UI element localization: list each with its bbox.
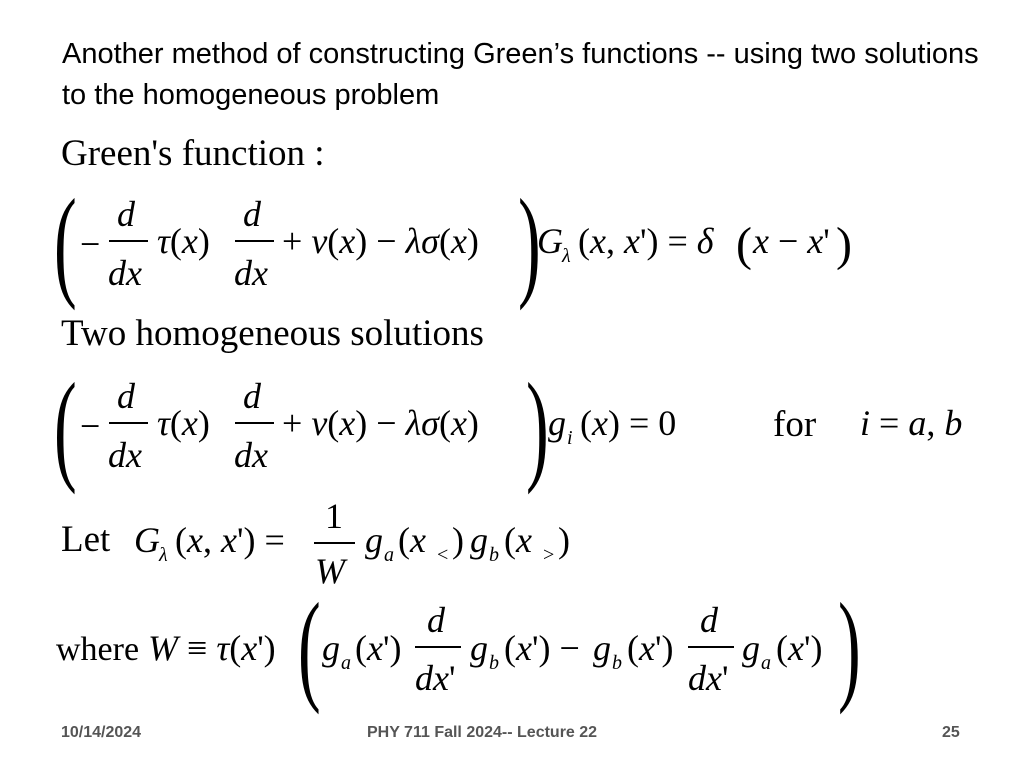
svg-text:b: b [489, 544, 499, 566]
svg-text:): ) [518, 173, 541, 312]
svg-text:λ: λ [159, 544, 168, 566]
svg-text:dx: dx [234, 435, 268, 475]
svg-text:(x: (x [504, 520, 532, 560]
svg-text:b: b [612, 652, 622, 674]
svg-text:dx: dx [234, 253, 268, 293]
svg-text:): ) [526, 357, 549, 496]
svg-text:(x, x') = δ: (x, x') = δ [578, 221, 714, 261]
svg-text:(x) = 0: (x) = 0 [580, 403, 677, 443]
svg-text:(: ( [298, 577, 321, 716]
svg-text:G: G [537, 221, 563, 261]
svg-text:g: g [322, 628, 340, 668]
slide-title: Another method of constructing Green’s functions -- using two solutions to the homogeneous problem [62, 38, 979, 111]
svg-text:τ(x): τ(x) [157, 403, 210, 443]
svg-text:a: a [384, 544, 394, 566]
svg-text:): ) [452, 520, 464, 560]
svg-text:d: d [700, 600, 718, 640]
svg-text:+ v(x) − λσ(x): + v(x) − λσ(x) [282, 403, 479, 443]
svg-text:W ≡ τ(x'): W ≡ τ(x') [148, 628, 276, 668]
svg-text:d: d [117, 194, 135, 234]
svg-text:(: ( [736, 218, 752, 271]
svg-text:>: > [543, 544, 555, 566]
footer-page-number: 25 [942, 724, 960, 741]
svg-text:g: g [365, 520, 383, 560]
svg-text:g: g [470, 520, 488, 560]
svg-text:−: − [80, 224, 101, 264]
svg-text:W: W [315, 551, 345, 591]
svg-text:G: G [134, 520, 160, 560]
svg-text:dx: dx [108, 435, 142, 475]
svg-text:x − x': x − x' [753, 221, 830, 261]
greens-equation [54, 174, 852, 312]
svg-text:g: g [470, 628, 488, 668]
svg-text:a: a [341, 652, 351, 674]
svg-text:): ) [836, 218, 852, 271]
svg-text:τ(x): τ(x) [157, 221, 210, 261]
svg-text:dx': dx' [415, 658, 456, 698]
svg-text:<: < [437, 544, 449, 566]
svg-text:(x: (x [398, 520, 426, 560]
let-equation [134, 496, 570, 591]
svg-text:(x'): (x') [355, 628, 402, 668]
svg-text:): ) [558, 520, 570, 560]
let-label: Let [61, 519, 111, 560]
svg-text:(x'): (x') [776, 628, 823, 668]
svg-text:−: − [80, 406, 101, 446]
svg-text:(: ( [53, 357, 77, 496]
svg-text:g: g [742, 628, 760, 668]
svg-text:(x'): (x') [627, 628, 674, 668]
svg-text:1: 1 [325, 496, 343, 536]
svg-text:d: d [243, 194, 261, 234]
two-solutions-label: Two homogeneous solutions [61, 313, 484, 354]
svg-text:dx': dx' [688, 658, 729, 698]
svg-text:d: d [243, 376, 261, 416]
svg-text:+ v(x) − λσ(x): + v(x) − λσ(x) [282, 221, 479, 261]
footer-date: 10/14/2024 [61, 724, 142, 741]
svg-text:(x, x') =: (x, x') = [175, 520, 285, 560]
svg-text:λ: λ [562, 245, 571, 267]
where-label: where [56, 631, 140, 668]
svg-text:i = a, b: i = a, b [860, 403, 963, 443]
svg-text:i: i [567, 427, 573, 449]
for-label: for [773, 404, 817, 445]
svg-text:d: d [427, 600, 445, 640]
svg-text:(x') −: (x') − [504, 628, 580, 668]
svg-text:dx: dx [108, 253, 142, 293]
greens-function-label: Green's function : [61, 133, 325, 174]
svg-text:g: g [593, 628, 611, 668]
svg-text:): ) [838, 577, 861, 716]
footer-course: PHY 711 Fall 2024-- Lecture 22 [367, 724, 598, 741]
svg-text:d: d [117, 376, 135, 416]
svg-text:g: g [548, 403, 566, 443]
svg-text:(: ( [53, 173, 77, 312]
wronskian-equation [148, 578, 861, 716]
homogeneous-equation [54, 358, 962, 496]
svg-text:a: a [761, 652, 771, 674]
svg-text:b: b [489, 652, 499, 674]
